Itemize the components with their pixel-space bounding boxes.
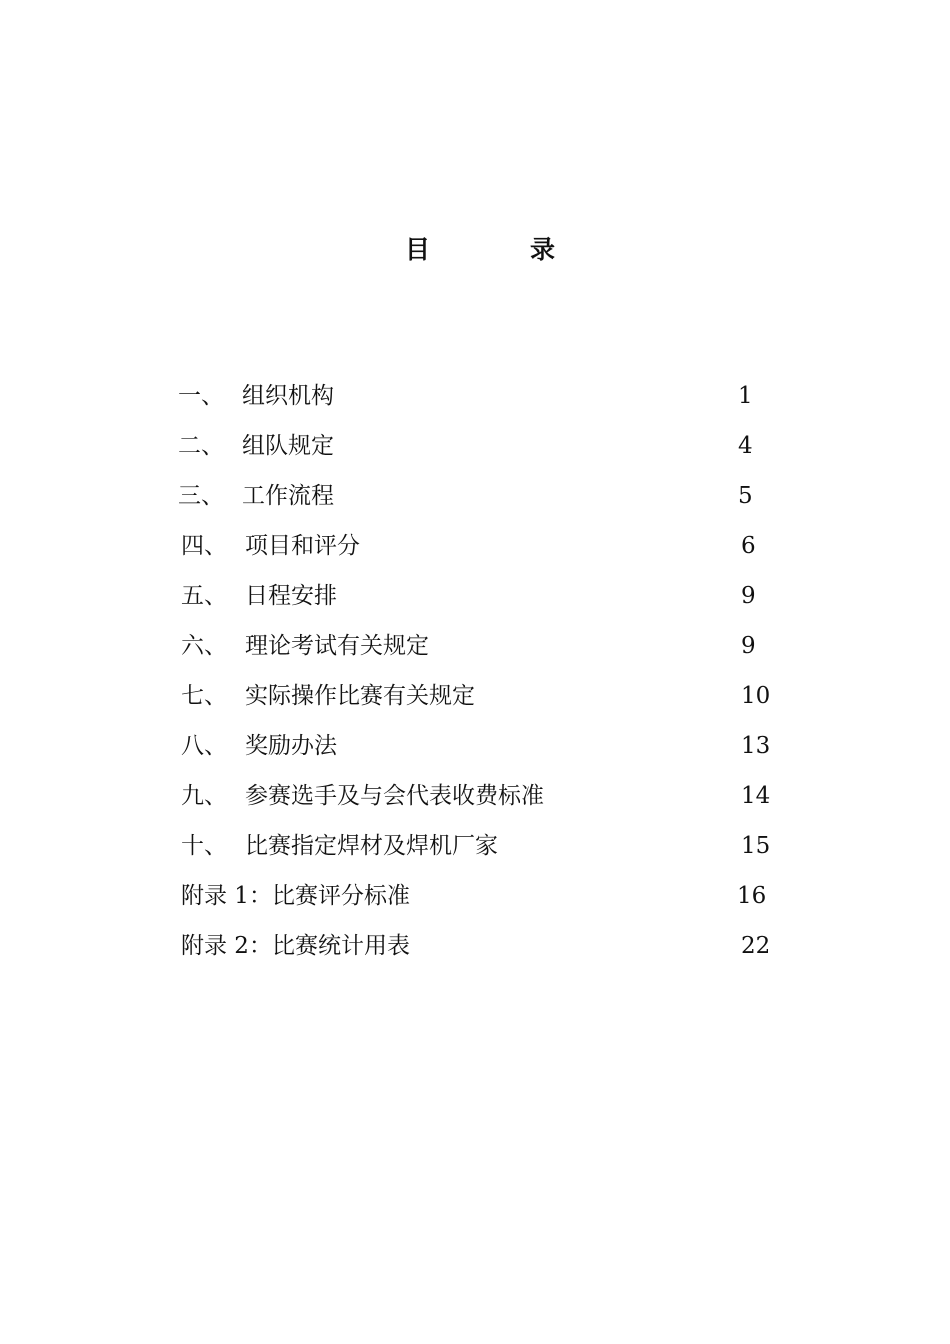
title-char-2: 录 [530,235,556,264]
toc-entry-number: 一、 [178,383,224,409]
toc-entry-number: 十、 [181,833,227,859]
toc-entry-page: 13 [741,733,771,759]
toc-entry-appendix-2[interactable] [0,926,950,976]
toc-entry-number: 三、 [178,483,224,509]
title-char-1: 目 [405,235,431,264]
table-of-contents [0,376,950,976]
toc-entry-number: 七、 [181,683,227,709]
toc-entry-page: 15 [741,833,771,859]
toc-entry-page: 5 [738,483,753,509]
toc-entry-label: 理论考试有关规定 [245,633,429,659]
toc-entry-page: 1 [738,383,753,409]
toc-entry-number: 二、 [178,433,224,459]
toc-entry-number: 五、 [181,583,227,609]
page-title [0,230,950,266]
toc-entry-8[interactable] [0,726,950,776]
toc-entry-label: 比赛指定焊材及焊机厂家 [245,833,498,859]
toc-entry-number: 四、 [181,533,227,559]
toc-entry-appendix-1[interactable] [0,876,950,926]
toc-entry-9[interactable] [0,776,950,826]
toc-entry-label: 工作流程 [242,483,334,509]
toc-entry-2[interactable] [0,426,950,476]
toc-entry-1[interactable] [0,376,950,426]
toc-entry-label: 附录 2：比赛统计用表 [181,933,410,959]
toc-entry-page: 10 [741,683,771,709]
toc-entry-label: 奖励办法 [245,733,337,759]
toc-entry-page: 16 [737,883,767,909]
toc-entry-page: 6 [741,533,756,559]
toc-entry-number: 八、 [181,733,227,759]
toc-entry-number: 六、 [181,633,227,659]
toc-entry-page: 14 [741,783,771,809]
toc-entry-page: 9 [741,583,756,609]
toc-entry-page: 4 [738,433,753,459]
toc-entry-5[interactable] [0,576,950,626]
toc-entry-10[interactable] [0,826,950,876]
toc-entry-4[interactable] [0,526,950,576]
toc-entry-6[interactable] [0,626,950,676]
toc-entry-label: 实际操作比赛有关规定 [245,683,475,709]
toc-entry-number: 九、 [181,783,227,809]
toc-entry-label: 附录 1：比赛评分标准 [181,883,410,909]
toc-entry-page: 9 [741,633,756,659]
toc-entry-label: 参赛选手及与会代表收费标准 [245,783,544,809]
toc-entry-label: 项目和评分 [245,533,360,559]
toc-entry-label: 组织机构 [242,383,334,409]
toc-entry-label: 组队规定 [242,433,334,459]
toc-entry-3[interactable] [0,476,950,526]
toc-entry-7[interactable] [0,676,950,726]
toc-entry-page: 22 [741,933,771,959]
toc-entry-label: 日程安排 [245,583,337,609]
